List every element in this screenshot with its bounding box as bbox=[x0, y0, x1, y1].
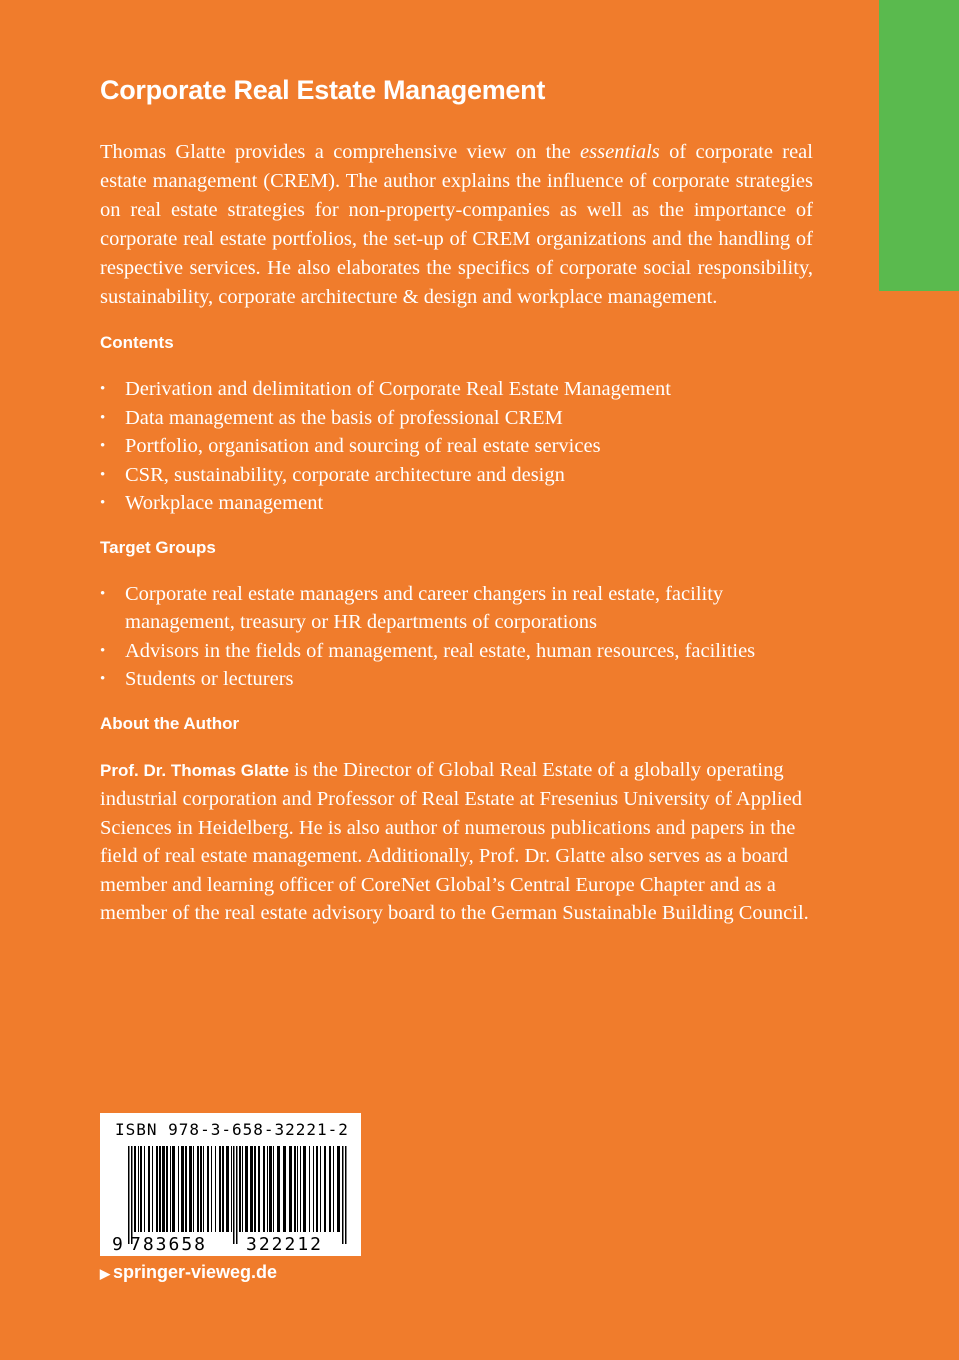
barcode-bar bbox=[222, 1146, 224, 1232]
author-bio-text: is the Director of Global Real Estate of a globally operating industrial corporation and Professor of Real Estate at Fresenius University of Applied Sciences in Heidelberg. He is also author of numerous publications and papers in the field of real estate management. Additionally, Prof. Dr. Glatte also serves as a board member and learning officer of CoreNet Global’s Central Europe Chapter and as a member of the real estate advisory board to the German Sustainable Building Council. bbox=[100, 758, 809, 924]
author-bio bbox=[100, 756, 813, 928]
contents-item: • Portfolio, organisation and sourcing of real estate services bbox=[100, 432, 813, 461]
target-groups-heading: Target Groups bbox=[100, 537, 216, 557]
barcode-bar bbox=[316, 1146, 318, 1232]
intro-emphasis: essentials bbox=[580, 141, 660, 163]
barcode-bar bbox=[342, 1146, 344, 1244]
barcode-bar bbox=[144, 1146, 145, 1232]
play-arrow-icon: ▶ bbox=[100, 1266, 110, 1281]
barcode-bar bbox=[250, 1146, 253, 1232]
barcode-bar bbox=[162, 1146, 165, 1232]
barcode-bar bbox=[156, 1146, 158, 1232]
barcode-bar bbox=[233, 1146, 235, 1244]
barcode-bar bbox=[197, 1146, 199, 1232]
target-groups-list bbox=[100, 580, 813, 694]
barcode-bar bbox=[231, 1146, 232, 1232]
contents-list bbox=[100, 375, 813, 518]
contents-item: • Derivation and delimitation of Corporate Real Estate Management bbox=[100, 375, 813, 404]
publisher-url: springer-vieweg.de bbox=[113, 1262, 278, 1282]
author-name: Prof. Dr. Thomas Glatte bbox=[100, 760, 289, 780]
barcode-bar bbox=[211, 1146, 212, 1232]
barcode-digit-prefix: 9 bbox=[112, 1234, 123, 1255]
barcode-bar bbox=[185, 1146, 187, 1232]
barcode-bar bbox=[207, 1146, 209, 1232]
barcode-bar bbox=[138, 1146, 139, 1232]
barcode-digits-right: 322212 bbox=[246, 1234, 324, 1255]
intro-paragraph bbox=[100, 138, 813, 312]
barcode-bar bbox=[236, 1146, 238, 1244]
barcode-bar bbox=[254, 1146, 256, 1232]
barcode-bar bbox=[258, 1146, 260, 1232]
barcode-bar bbox=[242, 1146, 243, 1232]
barcode-bar bbox=[329, 1146, 331, 1232]
barcode-bar bbox=[309, 1146, 310, 1232]
barcode-bar bbox=[189, 1146, 192, 1232]
barcode-bar bbox=[203, 1146, 204, 1232]
barcode-bar bbox=[134, 1146, 136, 1232]
intro-part-2: of corporate real estate management (CREM). The author explains the influence of corporate strategies on real estate strategies for non-property-companies as well as the importance of corporate real estate portfolios, the set-up of CREM organizations and the handling of respective services. He also elaborates the specifics of corporate social responsibility, sustainability, corporate architecture & design and workplace management. bbox=[100, 141, 813, 308]
contents-heading: Contents bbox=[100, 333, 174, 352]
barcode-bar bbox=[273, 1146, 274, 1232]
barcode-digits-left: 783658 bbox=[130, 1234, 208, 1255]
barcode-bar bbox=[337, 1146, 340, 1232]
barcode-bar bbox=[277, 1146, 280, 1232]
barcode-bar bbox=[333, 1146, 334, 1232]
back-cover-content bbox=[100, 72, 813, 928]
barcode-bar bbox=[345, 1146, 347, 1244]
barcode-bar bbox=[294, 1146, 296, 1232]
target-group-item: • Corporate real estate managers and career changers in real estate, facility management, treasury or HR departments of corporations bbox=[100, 580, 813, 637]
barcode-bar bbox=[320, 1146, 321, 1232]
barcode-bar bbox=[128, 1146, 130, 1244]
barcode-bar bbox=[172, 1146, 175, 1232]
barcode-bar bbox=[166, 1146, 168, 1232]
barcode-bar bbox=[283, 1146, 286, 1232]
about-author-heading: About the Author bbox=[100, 713, 240, 733]
intro-part-1: Thomas Glatte provides a comprehensive view on the bbox=[100, 141, 581, 163]
barcode-bar bbox=[245, 1146, 248, 1232]
barcode-bar bbox=[300, 1146, 301, 1232]
barcode-bar bbox=[303, 1146, 306, 1232]
barcode-bar bbox=[193, 1146, 194, 1232]
barcode-bar bbox=[140, 1146, 142, 1232]
barcode-bar bbox=[269, 1146, 272, 1232]
barcode-bar bbox=[239, 1146, 241, 1232]
contents-item: • Workplace management bbox=[100, 489, 813, 518]
barcode-bar bbox=[215, 1146, 216, 1232]
barcode-bar bbox=[226, 1146, 229, 1232]
barcode-bar bbox=[297, 1146, 298, 1232]
barcode-bar bbox=[152, 1146, 153, 1232]
barcode-bar bbox=[200, 1146, 202, 1232]
green-corner-tab bbox=[879, 0, 959, 291]
target-group-item: • Students or lecturers bbox=[100, 665, 813, 694]
barcode-bar bbox=[263, 1146, 265, 1232]
publisher-link[interactable] bbox=[100, 1262, 277, 1283]
barcode-bar bbox=[181, 1146, 184, 1232]
barcode-bar bbox=[324, 1146, 326, 1232]
barcode-bar bbox=[159, 1146, 161, 1232]
book-title: Corporate Real Estate Management bbox=[100, 75, 546, 105]
target-group-item: • Advisors in the fields of management, real estate, human resources, facilities bbox=[100, 637, 813, 666]
barcode-bar bbox=[219, 1146, 221, 1232]
isbn-barcode bbox=[100, 1113, 361, 1256]
isbn-label: ISBN 978-3-658-32221-2 bbox=[115, 1120, 349, 1139]
barcode-bar bbox=[131, 1146, 133, 1244]
contents-item: • Data management as the basis of professional CREM bbox=[100, 404, 813, 433]
contents-item: • CSR, sustainability, corporate architecture and design bbox=[100, 461, 813, 490]
barcode-bar bbox=[313, 1146, 314, 1232]
barcode-bar bbox=[178, 1146, 179, 1232]
barcode-bar bbox=[170, 1146, 171, 1232]
barcode-bar bbox=[289, 1146, 292, 1232]
barcode-bar bbox=[148, 1146, 150, 1232]
barcode-bar bbox=[267, 1146, 268, 1232]
